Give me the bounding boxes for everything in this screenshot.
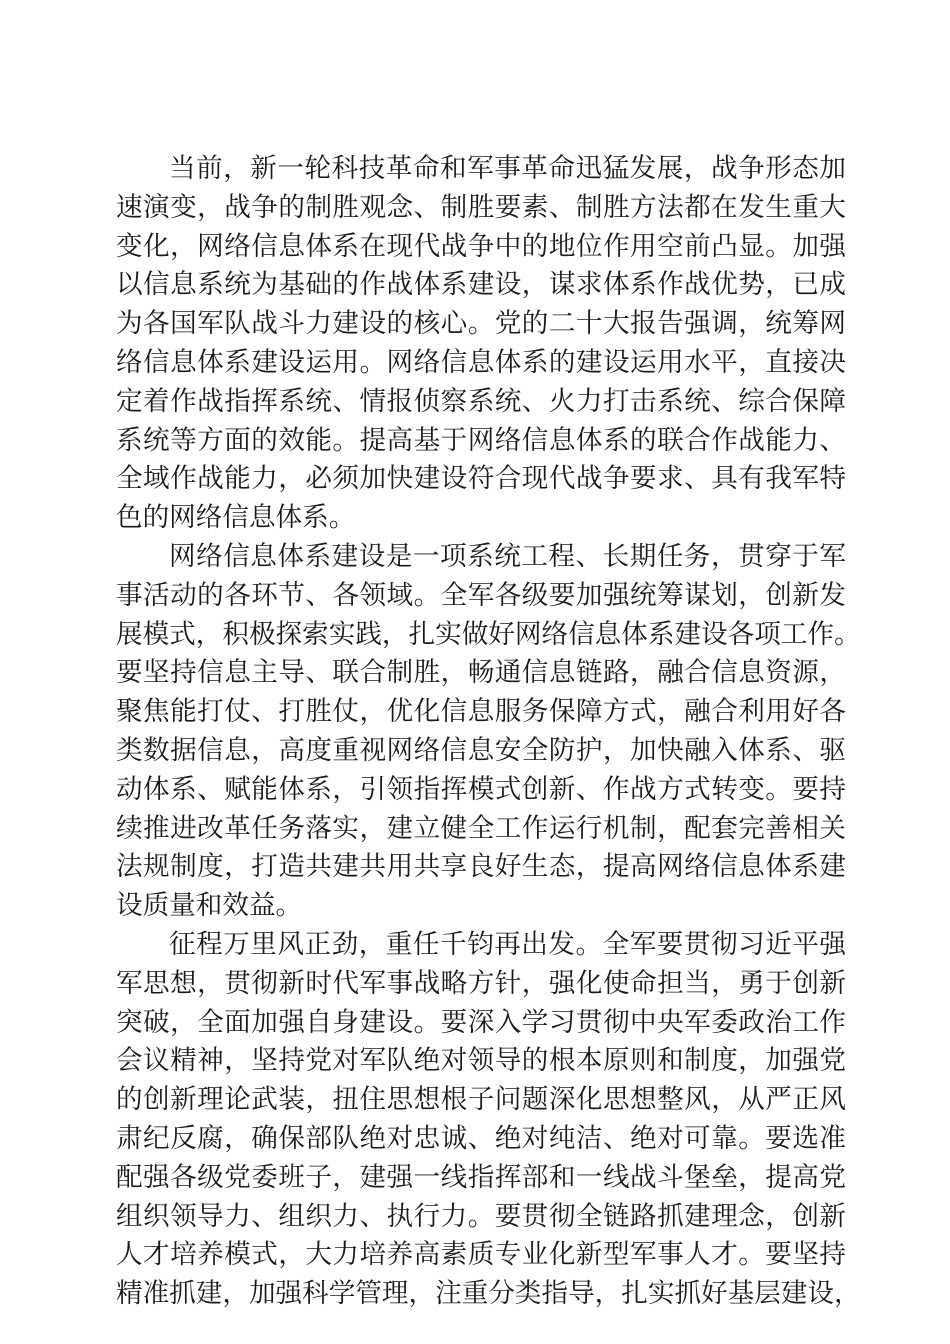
paragraph-1-line-3: 变化，网络信息体系在现代战争中的地位作用空前凸显。加强 — [116, 230, 846, 262]
paragraph-2-line-8: 续推进改革任务落实，建立健全工作运行机制，配套完善相关 — [116, 812, 846, 844]
paragraph-1-line-2: 速演变，战争的制胜观念、制胜要素、制胜方法都在发生重大 — [116, 191, 846, 223]
paragraph-3-line-10: 精准抓建，加强科学管理，注重分类指导，扎实抓好基层建设， — [116, 1278, 861, 1310]
paragraph-2-line-1: 网络信息体系建设是一项系统工程、长期任务，贯穿于军 — [169, 540, 846, 572]
paragraph-2-line-5: 聚焦能打仗、打胜仗，优化信息服务保障方式，融合利用好各 — [116, 696, 846, 728]
paragraph-2-line-4: 要坚持信息主导、联合制胜，畅通信息链路，融合信息资源， — [116, 657, 846, 689]
paragraph-3-line-3: 突破，全面加强自身建设。要深入学习贯彻中央军委政治工作 — [116, 1006, 846, 1038]
paragraph-2-line-7: 动体系、赋能体系，引领指挥模式创新、作战方式转变。要持 — [116, 773, 846, 805]
paragraph-2-line-3: 展模式，积极探索实践，扎实做好网络信息体系建设各项工作。 — [116, 618, 861, 650]
paragraph-3-line-1: 征程万里风正劲，重任千钧再出发。全军要贯彻习近平强 — [169, 928, 846, 960]
paragraph-2-line-6: 类数据信息，高度重视网络信息安全防护，加快融入体系、驱 — [116, 734, 846, 766]
paragraph-1-line-9: 全域作战能力，必须加快建设符合现代战争要求、具有我军特 — [116, 463, 846, 495]
paragraph-3-line-7: 配强各级党委班子，建强一线指挥部和一线战斗堡垒，提高党 — [116, 1161, 846, 1193]
paragraph-1-line-6: 络信息体系建设运用。网络信息体系的建设运用水平，直接决 — [116, 346, 846, 378]
paragraph-3-line-4: 会议精神，坚持党对军队绝对领导的根本原则和制度，加强党 — [116, 1045, 846, 1077]
paragraph-2-line-9: 法规制度，打造共建共用共享良好生态，提高网络信息体系建 — [116, 851, 846, 883]
paragraph-3-line-8: 组织领导力、组织力、执行力。要贯彻全链路抓建理念，创新 — [116, 1200, 846, 1232]
paragraph-3-line-9: 人才培养模式，大力培养高素质专业化新型军事人才。要坚持 — [116, 1239, 846, 1271]
paragraph-1-line-7: 定着作战指挥系统、情报侦察系统、火力打击系统、综合保障 — [116, 385, 846, 417]
paragraph-1-line-1: 当前，新一轮科技革命和军事革命迅猛发展，战争形态加 — [169, 153, 846, 184]
paragraph-3-line-5: 的创新理论武装，扭住思想根子问题深化思想整风，从严正风 — [116, 1084, 846, 1116]
paragraph-1-line-8: 系统等方面的效能。提高基于网络信息体系的联合作战能力、 — [116, 424, 846, 456]
paragraph-2-line-2: 事活动的各环节、各领域。全军各级要加强统筹谋划，创新发 — [116, 579, 846, 611]
paragraph-1-line-4: 以信息系统为基础的作战体系建设，谋求体系作战优势，已成 — [116, 269, 846, 301]
paragraph-2-line-10: 设质量和效益。 — [116, 890, 303, 922]
article-body — [116, 150, 861, 1314]
paragraph-3-line-6: 肃纪反腐，确保部队绝对忠诚、绝对纯洁、绝对可靠。要选准 — [116, 1122, 846, 1154]
paragraph-3-line-2: 军思想，贯彻新时代军事战略方针，强化使命担当，勇于创新 — [116, 967, 846, 999]
paragraph-1-line-10: 色的网络信息体系。 — [116, 502, 356, 534]
paragraph-1-line-5: 为各国军队战斗力建设的核心。党的二十大报告强调，统筹网 — [116, 308, 846, 340]
